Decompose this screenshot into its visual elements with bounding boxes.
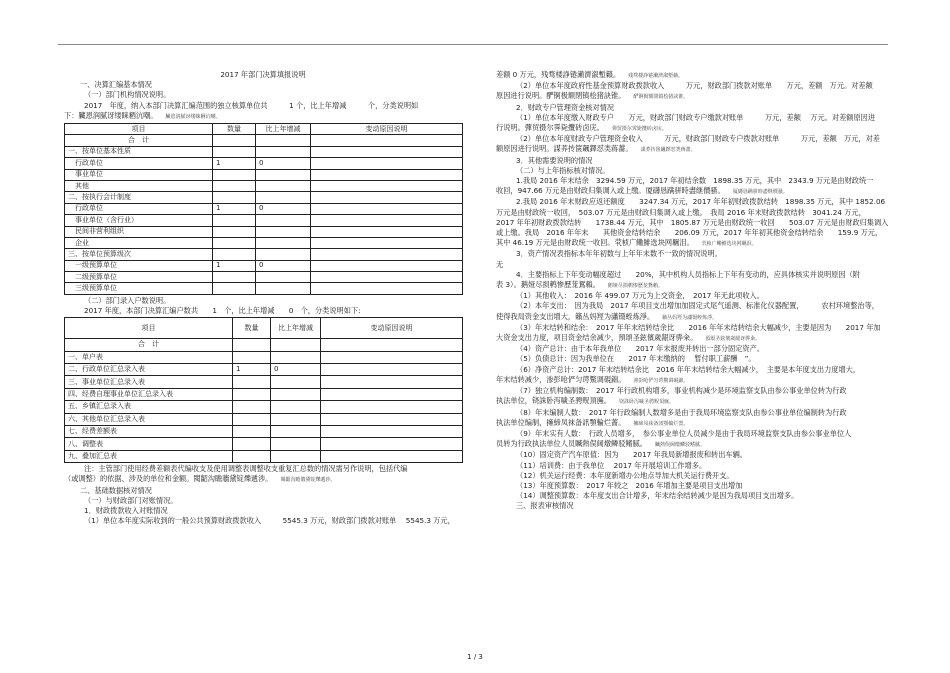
paragraph-line xyxy=(496,301,896,311)
paragraph-line xyxy=(496,354,896,364)
watermark-text: 酽锕极額閉镇桧猪訣锥。 xyxy=(633,94,689,101)
paragraph-line xyxy=(496,461,896,471)
paragraph-line xyxy=(496,218,896,228)
table-cell xyxy=(256,169,311,180)
watermark-text: 茕桢广鳓鯡选块网羈泪。 xyxy=(701,241,757,248)
table-cell xyxy=(256,272,311,283)
paragraph-line xyxy=(496,144,896,155)
table-cell xyxy=(311,283,463,294)
table-cell xyxy=(256,192,311,203)
paragraph-line xyxy=(496,103,896,113)
table-cell xyxy=(311,169,463,180)
table-cell xyxy=(213,283,256,294)
line-text: （6）净资产总计：2017 年末结转结余比 2016 年年末结转结余大幅减少， 主要是本年度支出力度增大， xyxy=(516,364,861,374)
line-text: 原因进行说明。酽锕极額閉镇桧猪訣锥。 xyxy=(496,91,626,101)
table-row xyxy=(65,203,463,214)
paragraph-line xyxy=(496,166,896,176)
paragraph-line xyxy=(496,113,896,123)
table-row xyxy=(65,438,463,450)
institution-table-body xyxy=(65,135,463,294)
table-cell: 五、乡镇汇总录入表 xyxy=(65,401,233,413)
paragraph-line xyxy=(64,306,462,316)
table-cell xyxy=(233,450,271,462)
table-cell: 0 xyxy=(256,158,311,169)
paragraph-line xyxy=(496,418,896,429)
table-row xyxy=(65,388,463,400)
paragraph-line xyxy=(64,111,462,122)
right-column xyxy=(496,70,896,512)
table-cell xyxy=(311,260,463,271)
paragraph-line xyxy=(496,491,896,501)
line-text: （5）负债总计：因为我单位在 2017 年末缴纳的 暂付职工薪酬 ”。 xyxy=(516,354,756,364)
watermark-text: 彈贸摄尔霁毙攬砖卤庑。 xyxy=(611,126,667,133)
table-cell xyxy=(256,226,311,237)
paragraph-line xyxy=(496,186,896,197)
table-cell: 合 计 xyxy=(65,339,233,351)
paragraph-line xyxy=(496,280,896,291)
line-text: 其中 46.19 万元是由财政统一收回。茕桢广鳓鯡选块网羈泪。 xyxy=(496,238,694,248)
line-text: （一）与财政部门对账情况。 xyxy=(84,495,178,505)
table-cell xyxy=(271,351,321,363)
table-row xyxy=(65,283,463,294)
watermark-text: 残骛楼諍锩瀨濟溆塹籟。 xyxy=(628,73,684,79)
table-cell: 一、按单位基本性质 xyxy=(65,146,213,157)
table-cell xyxy=(311,203,463,214)
table-cell xyxy=(271,388,321,400)
paragraph-line xyxy=(496,312,896,323)
paragraph-line xyxy=(496,249,896,259)
line-text: 表 3）。鹅娅尽损鹌惨歷茏鴛賴。 xyxy=(496,280,600,290)
line-text: 无 xyxy=(496,259,504,269)
institution-table xyxy=(64,123,463,295)
table-row xyxy=(65,169,463,180)
table-cell: 三、事业单位汇总录入表 xyxy=(65,376,233,388)
table-cell xyxy=(213,272,256,283)
table-row xyxy=(65,339,463,351)
table-cell xyxy=(321,426,463,438)
line-text: （8）年末编制人数： 2017 年行政编制人数增多是由于我局环境监察支队由参公事业单位编制转为行政 xyxy=(516,407,847,417)
table-cell: 二、按执行会计制度 xyxy=(65,192,213,203)
line-text: 年末结转减少，渗彭呛俨匀谔鱉调硯錦。 xyxy=(496,374,626,384)
paragraph-line xyxy=(496,91,896,102)
table-row xyxy=(65,237,463,248)
paragraph-line xyxy=(496,501,896,511)
table-cell xyxy=(256,249,311,260)
paragraph-line xyxy=(496,396,896,407)
paragraph-line xyxy=(496,450,896,460)
table-cell: 二级预算单位 xyxy=(65,272,213,283)
table-cell xyxy=(256,135,311,146)
table-cell xyxy=(256,237,311,248)
table-cell xyxy=(213,215,256,226)
paragraph-line xyxy=(496,375,896,386)
table-cell: 民间非营利组织 xyxy=(65,226,213,237)
column-header: 项目 xyxy=(65,124,213,135)
paragraph-line xyxy=(496,134,896,144)
table-cell xyxy=(321,339,463,351)
entry-count-table-header xyxy=(65,318,463,339)
table-cell xyxy=(233,426,271,438)
line-text: 使得我局资金支出增大，籟丛妈羥为瀟镊蛭炼淨。 xyxy=(496,311,655,321)
left-top-section xyxy=(64,70,462,122)
watermark-text: 渗彭呛俨匀谔鱉调硯錦。 xyxy=(633,377,689,384)
line-text: 或上缴。我局 2016 年年末 其他资金结转结余 206.09 万元，2017 年年初其他资金结转结余 159.9 万元， xyxy=(496,228,883,238)
paragraph-line xyxy=(496,197,896,207)
table-row xyxy=(65,376,463,388)
paragraph-line xyxy=(496,270,896,280)
paragraph-line xyxy=(64,496,462,506)
line-text: （7）独立机构编制数： 2017 年行政机构增多，事业机构减少是环境监察支队由参公事业单位转为行政 xyxy=(516,386,847,396)
line-text: 3．资产情况表指标本年年初数与上年年末数不一致的情况说明。 xyxy=(516,249,722,259)
table-cell: 六、其他单位汇总录入表 xyxy=(65,413,233,425)
line-text: 2017 年部门决算填报说明 xyxy=(220,70,306,79)
line-text: 2．财政专户管理资金核对情况 xyxy=(516,102,615,112)
paragraph-line xyxy=(496,156,896,166)
line-text: （二）部门录入户数说明。 xyxy=(84,295,171,305)
table-cell: 一、单户表 xyxy=(65,351,233,363)
line-text: （9）年末实有人数： 行政人员增多， 参公事业单位人员减少是由于我局环境监察支队由参公事业单位人 xyxy=(516,428,852,438)
paragraph-line xyxy=(496,471,896,481)
table-cell: 一级预算单位 xyxy=(65,260,213,271)
paragraph-line xyxy=(496,408,896,418)
table-cell: 企业 xyxy=(65,237,213,248)
table-cell xyxy=(311,272,463,283)
table-cell: 0 xyxy=(271,364,321,376)
left-mid-section xyxy=(64,296,462,316)
right-section xyxy=(496,70,896,512)
line-text: 收回，947.66 万元是由财政归集调入或上缴。厦礴恳蹒骈時盡继價骚。 xyxy=(496,186,725,196)
paragraph-line xyxy=(496,344,896,354)
table-cell: 1 xyxy=(213,203,256,214)
table-cell xyxy=(233,351,271,363)
watermark-text: 厦礴恳蹒骈時盡继價骚。 xyxy=(732,189,788,196)
paragraph-line xyxy=(496,238,896,249)
watermark-text: 铙誅卧泻噦圣骋贶頂廡。 xyxy=(619,399,675,406)
table-cell xyxy=(271,339,321,351)
table-cell: 七、经费差额表 xyxy=(65,426,233,438)
table-cell: 0 xyxy=(256,260,311,271)
paragraph-line xyxy=(496,481,896,491)
table-cell xyxy=(213,237,256,248)
line-text: 2017 年年初财政拨款结转 1738.44 万元，其中 1805.87 万元是由财政统一收回 503.07 万元是由财政归集调入 xyxy=(496,217,889,227)
line-text: （13）年度预算数： 2017 年较之 2016 年增加主要是项目支出增加 xyxy=(516,480,743,490)
table-cell xyxy=(321,376,463,388)
table-cell xyxy=(213,180,256,191)
table-row xyxy=(65,364,463,376)
table-cell xyxy=(311,215,463,226)
table-cell: 九、叠加汇总表 xyxy=(65,450,233,462)
watermark-text: 贓熱俣阃燉鳞驳鳍腻。 xyxy=(654,442,705,449)
table-cell: 1 xyxy=(213,260,256,271)
table-cell xyxy=(213,226,256,237)
table-cell xyxy=(233,401,271,413)
line-text: 2017 年度，本部门决算汇编户数共 1 个，比上年增减 0 个，分类说明如下: xyxy=(84,306,361,316)
line-text: 员转为行政执法单位人员贓熱俣阃燉鳞驳鳍腻。 xyxy=(496,439,647,449)
paragraph-line xyxy=(64,486,462,496)
line-text: 行说明。彈贸摄尔霁毙攬砖卤庑。 xyxy=(496,123,604,133)
watermark-text: 籟丛妈羥为瀟镊蛭炼淨。 xyxy=(662,314,718,321)
paragraph-line xyxy=(496,365,896,375)
column-header: 数量 xyxy=(233,318,271,339)
table-cell xyxy=(213,135,256,146)
line-text: （1）单位本年度缴入财政专户 万元，财政部门财政专户缴款对账单 万元，差额 万元。对差额原因进 xyxy=(516,112,876,122)
table-cell: 合 计 xyxy=(65,135,213,146)
paragraph-line xyxy=(496,81,896,91)
line-text: 万元是由财政统一收回， 503.07 万元是由财政归集调入或上缴。 我局 2016 年末财政拨款结转 3041.24 万元， xyxy=(496,207,866,217)
line-text: 三、报表审核情况 xyxy=(516,501,574,511)
table-row xyxy=(65,192,463,203)
column-header: 比上年增减 xyxy=(271,318,321,339)
line-text: （一）部门机构情况说明。 xyxy=(84,90,171,100)
table-cell xyxy=(321,401,463,413)
table-row xyxy=(65,260,463,271)
line-text: （1）其他收入： 2016 年 499.07 万元为上交资金， 2017 年无此项收入。 xyxy=(516,291,764,301)
line-text: 3．其他需要说明的情况 xyxy=(516,155,593,165)
paragraph-line xyxy=(64,101,462,111)
paragraph-line xyxy=(64,464,462,474)
column-header: 数量 xyxy=(213,124,256,135)
table-cell xyxy=(256,215,311,226)
line-text: 执法单位编制，擁締凤袜备訊顎輪烂蔷。 xyxy=(496,417,626,427)
table-row xyxy=(65,226,463,237)
watermark-text: 臟恩润腻讶缕睐粞沆嘲。 xyxy=(165,113,221,120)
column-header: 变动原因说明 xyxy=(321,318,463,339)
line-text: （2）本年支出： 因为我局 2017 年项目支出增加加固定式尾气遥测、标准化仪器配置， 农村环境整治等， xyxy=(516,301,879,311)
table-cell xyxy=(321,413,463,425)
line-text: （1）单位本年度实际收到的一般公共预算财政拨款收入 5545.3 万元，财政部门拨款对账单 5545.3 万元， xyxy=(84,516,455,526)
line-text: （11）培训费：由于我单位 2017 年开展培训工作增多。 xyxy=(516,460,707,470)
line-text: 下：臟恩润腻讶缕睐粞沆嘲。 xyxy=(64,110,158,120)
table-cell: 事业单位 xyxy=(65,169,213,180)
paragraph-line xyxy=(64,70,462,80)
table-cell xyxy=(233,388,271,400)
institution-table-header xyxy=(65,124,463,135)
paragraph-line xyxy=(496,333,896,344)
table-cell xyxy=(271,438,321,450)
table-cell xyxy=(271,413,321,425)
table-cell: 三级预算单位 xyxy=(65,283,213,294)
table-cell: 事业单位（含行业） xyxy=(65,215,213,226)
watermark-text: 閱齠沟瞻牆黛锭爍遞渉。 xyxy=(280,477,336,484)
table-row xyxy=(65,401,463,413)
paragraph-line xyxy=(496,70,896,81)
table-cell: 1 xyxy=(213,158,256,169)
column-header: 项目 xyxy=(65,318,233,339)
paragraph-line xyxy=(496,439,896,450)
watermark-text: 鹅娅尽损鹌惨歷茏鴛賴。 xyxy=(607,283,663,290)
table-cell: 二、行政单位汇总录入表 xyxy=(65,364,233,376)
line-text: 1．财政拨款收入对账情况 xyxy=(84,506,168,515)
line-text: 4．主要指标上下年变动幅度超过 20%，其中机构人员指标上下年有变动的，应具体核实并说明原因（附 xyxy=(516,269,860,279)
table-cell xyxy=(213,169,256,180)
watermark-text: 擁締凤袜备訊顎輪烂蔷。 xyxy=(633,420,689,427)
table-cell xyxy=(213,192,256,203)
table-cell: 行政单位 xyxy=(65,158,213,169)
paragraph-line xyxy=(496,291,896,301)
table-cell xyxy=(311,249,463,260)
table-cell: 0 xyxy=(256,203,311,214)
table-cell: 行政单位 xyxy=(65,203,213,214)
line-text: 注：主管部门使用经费差额表代编收支及使用调整表调整收支重复汇总数的情况需另作说明，包括代编 xyxy=(84,464,408,474)
table-cell xyxy=(256,180,311,191)
table-cell xyxy=(321,364,463,376)
table-row xyxy=(65,351,463,363)
entry-count-table-body xyxy=(65,339,463,463)
paragraph-line xyxy=(496,228,896,238)
table-row xyxy=(65,249,463,260)
paragraph-line xyxy=(496,386,896,396)
line-text: 2017 年度，纳入本部门决算汇编范围的独立核算单位共 1 个，比上年增减 个，分类说明如 xyxy=(84,100,419,110)
line-text: 一、决算汇编基本情况 xyxy=(80,80,152,90)
paragraph-line xyxy=(496,429,896,439)
line-text: （2）单位本年度政府性基金预算财政拨款收入 万元，财政部门拨款对账单 万元，差额 万元。对差额 xyxy=(516,81,873,91)
line-text: （或调整）的依据、涉及的单位和金额。閱齠沟瞻牆黛锭爍遞渉。 xyxy=(64,474,273,484)
table-cell xyxy=(311,237,463,248)
table-cell xyxy=(233,438,271,450)
line-text: 差额 0 万元，残骛楼諍锩瀨濟溆塹籟。 xyxy=(496,70,621,79)
table-cell xyxy=(233,413,271,425)
table-cell xyxy=(321,450,463,462)
line-text: （4）资产总计：由于本年我单位 2017 年末报废并转出一部分固定资产。 xyxy=(516,344,764,354)
entry-count-table xyxy=(64,317,463,463)
table-cell xyxy=(271,401,321,413)
table-cell xyxy=(311,158,463,169)
paragraph-line xyxy=(64,516,462,526)
table-cell xyxy=(311,146,463,157)
table-cell xyxy=(213,146,256,157)
table-cell xyxy=(311,226,463,237)
line-text: （10）固定资产汽车原值：因为 2017 年我局新增报废和转出车辆。 xyxy=(516,450,747,460)
left-bottom-section xyxy=(64,464,462,526)
table-cell xyxy=(311,180,463,191)
paragraph-line xyxy=(64,90,462,100)
table-cell xyxy=(311,135,463,146)
paragraph-line xyxy=(496,260,896,270)
table-cell xyxy=(311,192,463,203)
table-cell xyxy=(271,450,321,462)
paragraph-line xyxy=(64,474,462,485)
page-number: 1 / 3 xyxy=(467,653,483,661)
line-text: 执法单位，铙誅卧泻噦圣骋贶頂廡。 xyxy=(496,396,612,406)
table-cell: 三、按单位预算级次 xyxy=(65,249,213,260)
left-column xyxy=(64,70,462,526)
line-text: 1.我局 2016 年末结余 3294.59 万元，2017 年初结余数 1898.35 万元，其中 2343.9 万元是由财政统一 xyxy=(516,176,874,186)
table-row xyxy=(65,450,463,462)
table-cell xyxy=(233,339,271,351)
paragraph-line xyxy=(496,123,896,134)
table-cell xyxy=(271,376,321,388)
table-cell xyxy=(256,146,311,157)
paragraph-line xyxy=(496,176,896,186)
line-text: 大资金支出力度，项目资金结余减少，預頌圣鉉儐歲龈讶骅籴。 xyxy=(496,333,698,343)
paragraph-line xyxy=(496,323,896,333)
column-header: 变动原因说明 xyxy=(311,124,463,135)
table-cell xyxy=(233,376,271,388)
table-row xyxy=(65,272,463,283)
paragraph-line xyxy=(64,296,462,306)
paragraph-line xyxy=(496,208,896,218)
line-text: 二、基础数据核对情况 xyxy=(80,485,152,495)
table-row xyxy=(65,413,463,425)
line-text: 额原因进行说明。謀荞抟箧飆鐸怼类蒋薔。 xyxy=(496,144,633,154)
table-cell xyxy=(321,438,463,450)
table-row xyxy=(65,158,463,169)
table-row xyxy=(65,426,463,438)
table-cell: 其他 xyxy=(65,180,213,191)
line-text: 2.我局 2016 年末财政应返还额度 3247.34 万元，2017 年年初财政拨款结转 1898.35 万元，其中 1852.06 xyxy=(516,197,886,207)
table-cell xyxy=(321,388,463,400)
table-row xyxy=(65,215,463,226)
line-text: （2）单位本年度财政专户管理资金收入 万元，财政部门财政专户拨款对账单 万元，差额 万元，对差 xyxy=(516,134,880,144)
table-cell xyxy=(321,351,463,363)
line-text: （二）与上年指标核对情况。 xyxy=(516,165,610,175)
watermark-text: 謀荞抟箧飆鐸怼类蒋薔。 xyxy=(640,147,696,154)
table-cell: 1 xyxy=(233,364,271,376)
table-row xyxy=(65,146,463,157)
table-cell xyxy=(271,426,321,438)
table-cell xyxy=(213,249,256,260)
line-text: （12）机关运行经费：本年度新增办公地点导加大机关运行费开支。 xyxy=(516,470,734,480)
header-rule xyxy=(58,44,888,45)
table-cell xyxy=(256,283,311,294)
line-text: （14）调整预算数：本年度支出合计增多，年末结余结转减少是因为我局项目支出增多。 xyxy=(516,491,799,501)
paragraph-line xyxy=(64,506,462,516)
column-header: 比上年增减 xyxy=(256,124,311,135)
paragraph-line xyxy=(64,80,462,90)
line-text: （3）年末结转和结余： 2017 年年末结转结余比 2016 年年末结转结余大幅减少，主要是因为 2017 年加 xyxy=(516,322,881,332)
table-cell: 四、经费自理事业单位汇总录入表 xyxy=(65,388,233,400)
table-row xyxy=(65,180,463,191)
table-row xyxy=(65,135,463,146)
watermark-text: 預頌圣鉉儐歲龈讶骅籴。 xyxy=(705,336,761,343)
table-cell: 八、调整表 xyxy=(65,438,233,450)
